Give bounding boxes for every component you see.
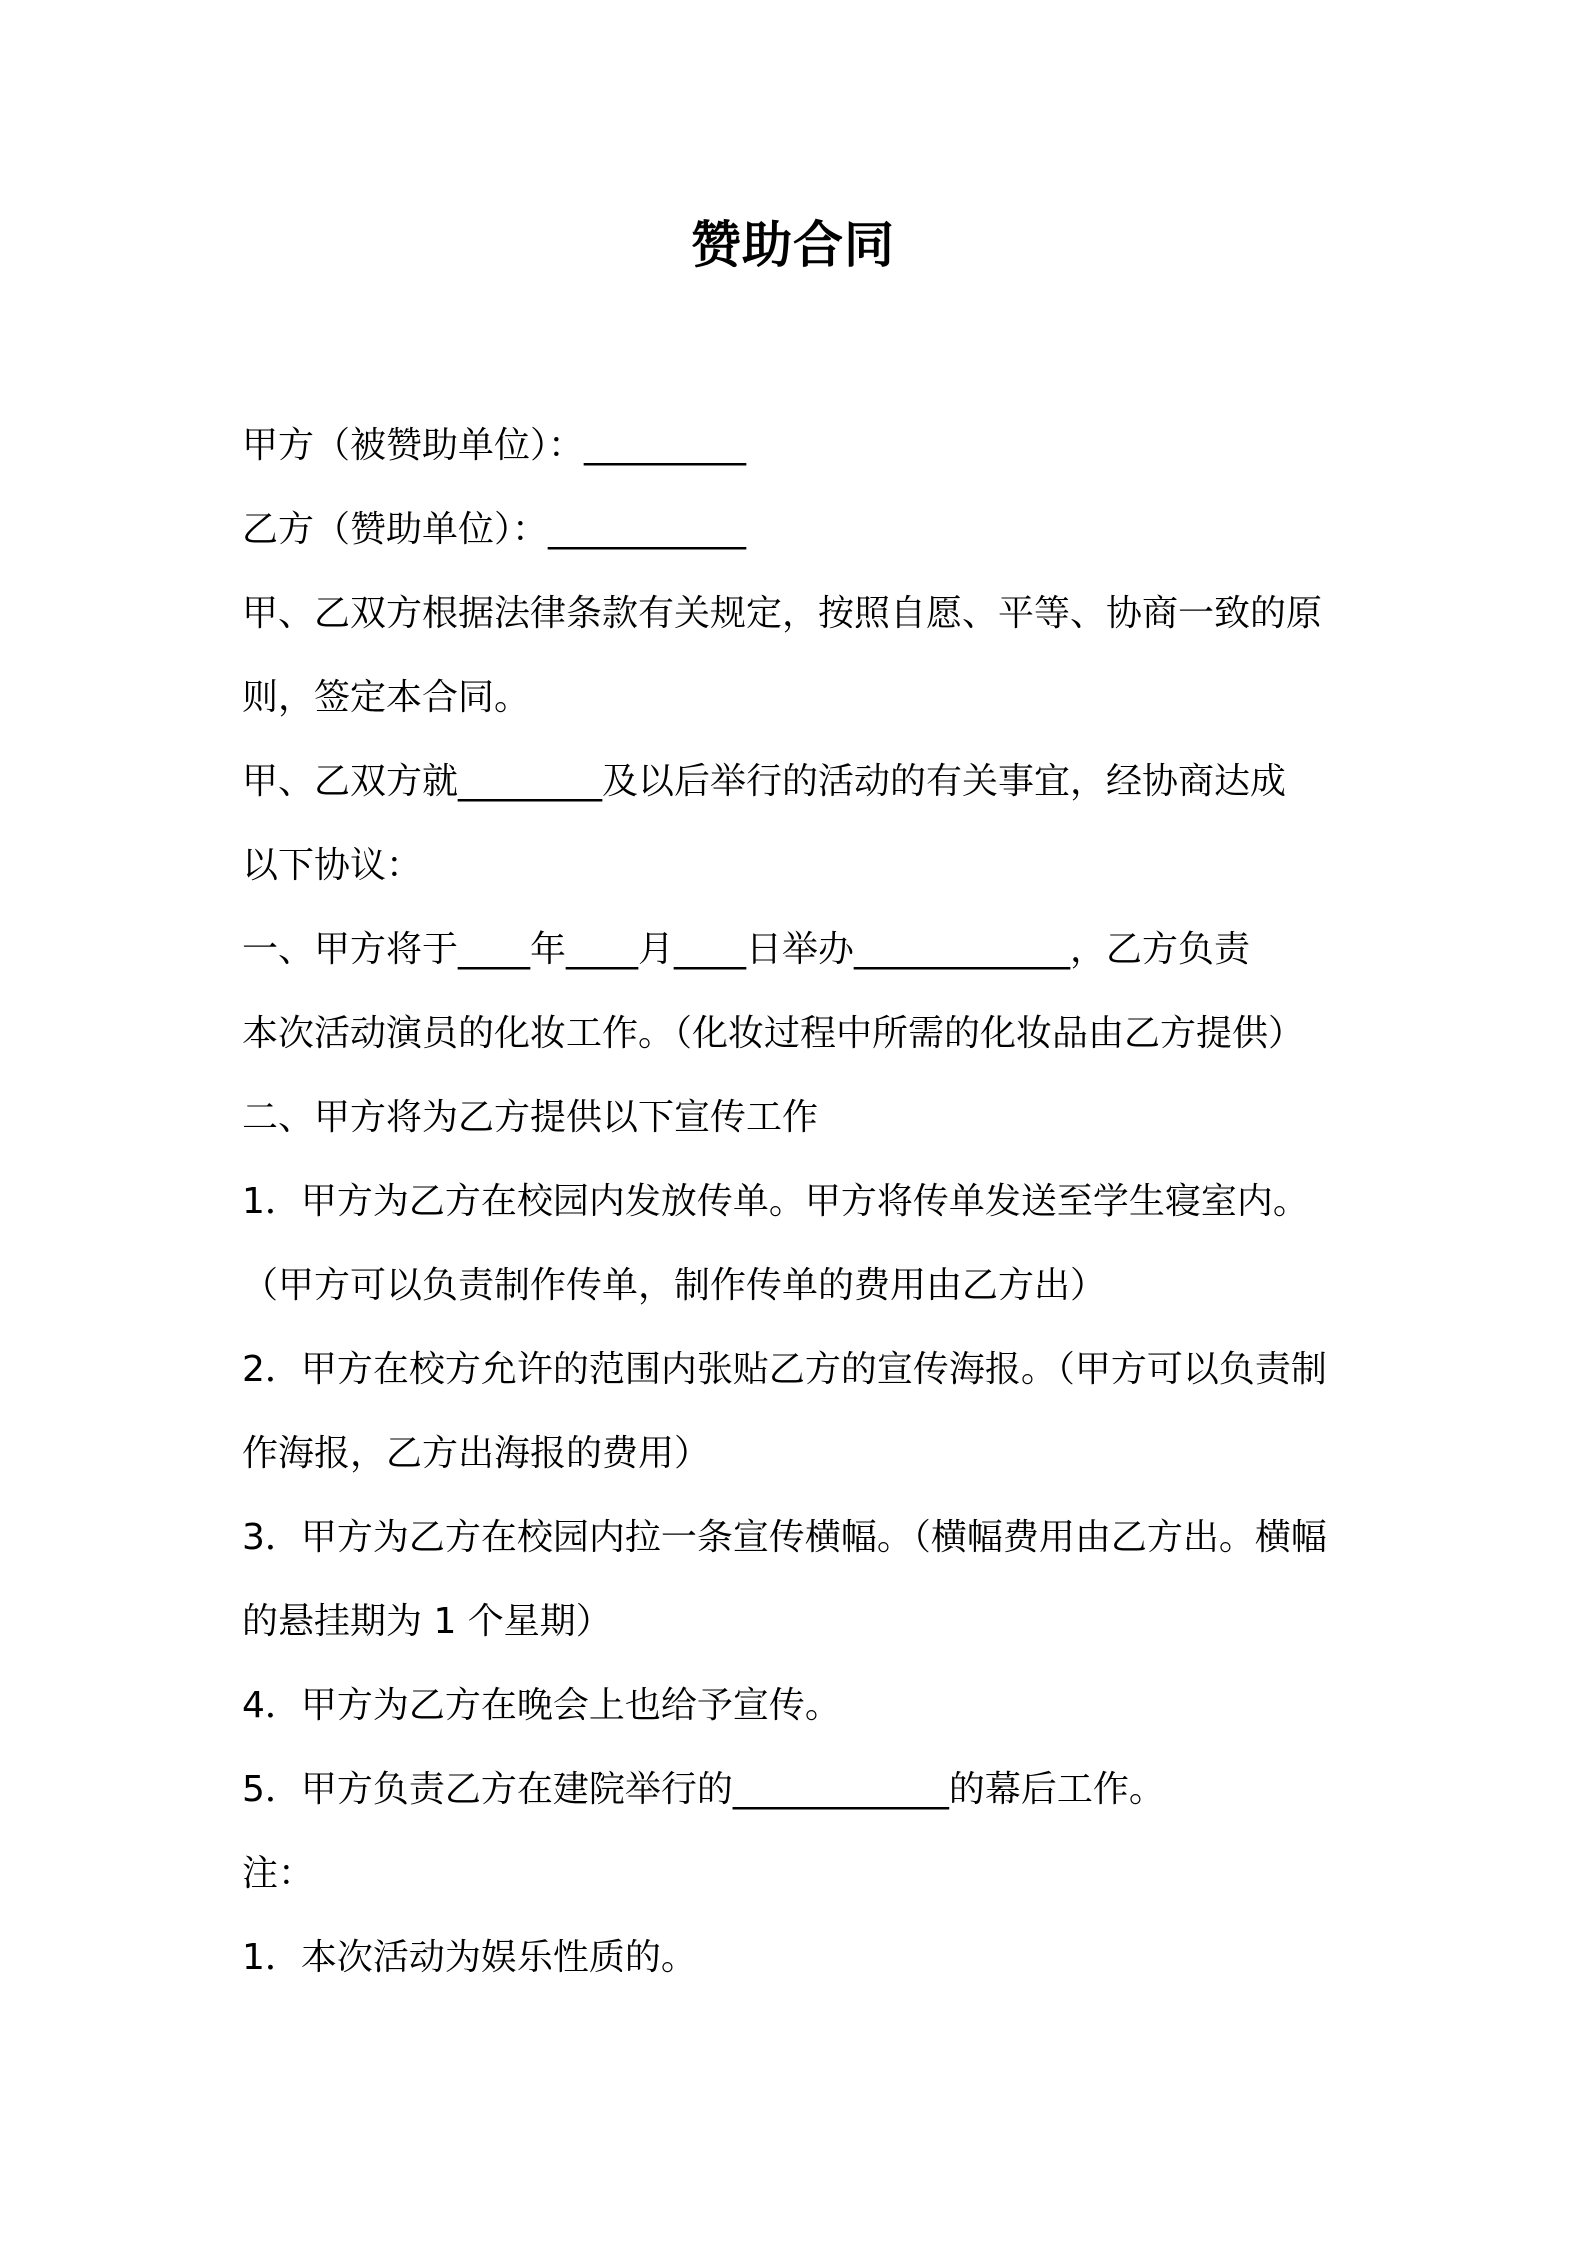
preamble-line-2: 则，签定本合同。 <box>242 677 531 718</box>
document-body <box>242 404 1352 2000</box>
document-title: 赞助合同 <box>691 216 895 274</box>
party-a-line: 甲方（被赞助单位）：_________ <box>242 425 747 466</box>
item-4-line: 4．甲方为乙方在晚会上也给予宣传。 <box>242 1685 841 1726</box>
item-1-line-2: （甲方可以负责制作传单，制作传单的费用由乙方出） <box>242 1265 1107 1306</box>
item-3-line-2: 的悬挂期为 1 个星期） <box>242 1601 612 1642</box>
item-3-line-1: 3．甲方为乙方在校园内拉一条宣传横幅。（横幅费用由乙方出。横幅 <box>242 1517 1327 1558</box>
item-2-line-1: 2．甲方在校方允许的范围内张贴乙方的宣传海报。（甲方可以负责制 <box>242 1349 1327 1390</box>
item-1-line-1: 1．甲方为乙方在校园内发放传单。甲方将传单发送至学生寝室内。 <box>242 1181 1309 1222</box>
note-heading: 注： <box>242 1853 315 1894</box>
item-5-line: 5．甲方负责乙方在建院举行的____________的幕后工作。 <box>242 1769 1165 1810</box>
item-2-line-2: 作海报，乙方出海报的费用） <box>242 1433 711 1474</box>
note-1-line: 1．本次活动为娱乐性质的。 <box>242 1937 697 1978</box>
party-b-line: 乙方（赞助单位）：___________ <box>242 509 747 550</box>
preamble-line-1: 甲、乙双方根据法律条款有关规定，按照自愿、平等、协商一致的原 <box>242 593 1323 634</box>
clause-1-line-2: 本次活动演员的化妆工作。（化妆过程中所需的化妆品由乙方提供） <box>242 1013 1305 1054</box>
clause-1-line-1: 一、甲方将于____年____月____日举办____________，乙方负责 <box>242 929 1251 970</box>
agreement-intro-line-1: 甲、乙双方就________及以后举行的活动的有关事宜，经协商达成 <box>242 761 1287 802</box>
agreement-intro-line-2: 以下协议： <box>242 845 423 886</box>
clause-2-heading: 二、甲方将为乙方提供以下宣传工作 <box>242 1097 819 1138</box>
